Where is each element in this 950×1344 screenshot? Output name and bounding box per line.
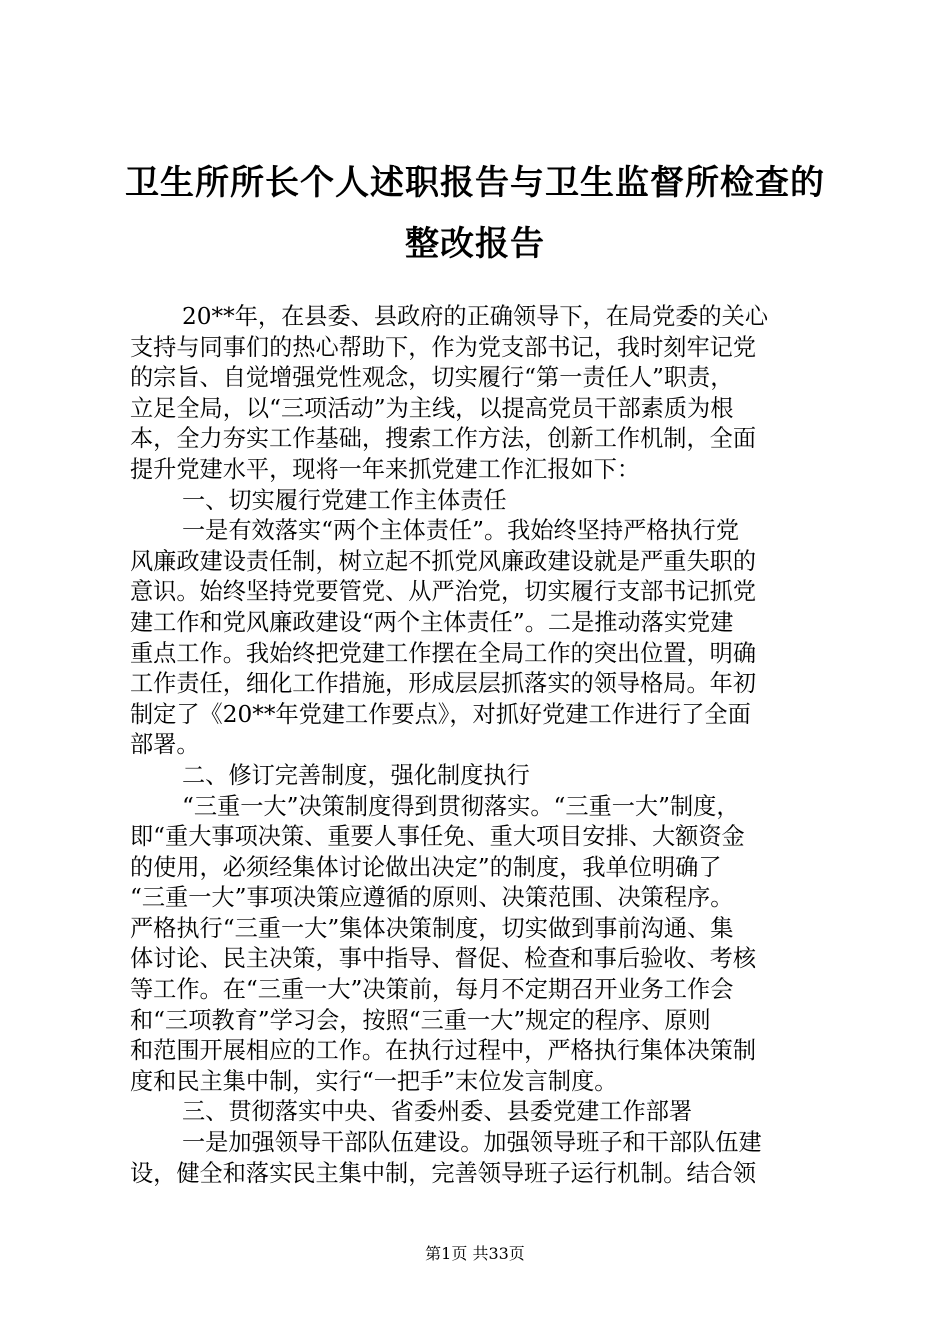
paragraph-line: 工作责任，细化工作措施，形成层层抓落实的领导格局。年初 xyxy=(130,670,757,698)
paragraph-line: 和“三项教育”学习会，按照“三重一大”规定的程序、原则 xyxy=(130,1006,711,1034)
paragraph-line: 的宗旨、自觉增强党性观念，切实履行“第一责任人”职责， xyxy=(130,364,734,392)
page-footer: 第1页 共33页 xyxy=(425,1244,525,1263)
section-heading: 一、切实履行党建工作主体责任 xyxy=(182,486,507,514)
paragraph-line: 风廉政建设责任制，树立起不抓党风廉政建设就是严重失职的 xyxy=(130,547,757,575)
paragraph-line: 的使用，必须经集体讨论做出决定”的制度，我单位明确了 xyxy=(130,853,722,881)
paragraph-line: 支持与同事们的热心帮助下，作为党支部书记，我时刻牢记党 xyxy=(130,333,757,361)
paragraph-line: 等工作。在“三重一大”决策前，每月不定期召开业务工作会 xyxy=(130,976,734,1004)
section-heading: 二、修订完善制度，强化制度执行 xyxy=(182,761,530,789)
paragraph-line: 体讨论、民主决策，事中指导、督促、检查和事后验收、考核 xyxy=(130,945,757,973)
document-body xyxy=(130,302,830,1189)
paragraph-line: 度和民主集中制，实行“一把手”末位发言制度。 xyxy=(130,1067,618,1095)
paragraph-line: 重点工作。我始终把党建工作摆在全局工作的突出位置，明确 xyxy=(130,639,757,667)
paragraph-line: 设，健全和落实民主集中制，完善领导班子运行机制。结合领 xyxy=(130,1159,757,1187)
paragraph-line: 部署。 xyxy=(130,731,200,759)
paragraph-line: 意识。始终坚持党要管党、从严治党，切实履行支部书记抓党 xyxy=(130,578,757,606)
paragraph-line: 即“重大事项决策、重要人事任免、重大项目安排、大额资金 xyxy=(130,823,745,851)
paragraph-line: “三重一大”事项决策应遵循的原则、决策范围、决策程序。 xyxy=(130,884,734,912)
document-title-line-2: 整改报告 xyxy=(405,224,545,264)
paragraph-line: 提升党建水平，现将一年来抓党建工作汇报如下： xyxy=(130,455,641,483)
paragraph-line: 立足全局，以“三项活动”为主线，以提高党员干部素质为根 xyxy=(130,394,734,422)
paragraph-line: 一是加强领导干部队伍建设。加强领导班子和干部队伍建 xyxy=(182,1129,762,1157)
paragraph-line: 建工作和党风廉政建设“两个主体责任”。二是推动落实党建 xyxy=(130,608,734,636)
paragraph-line: 一是有效落实“两个主体责任”。我始终坚持严格执行党 xyxy=(182,517,740,545)
document-title-line-1: 卫生所所长个人述职报告与卫生监督所检查的 xyxy=(125,163,825,203)
paragraph-line: 20**年，在县委、县政府的正确领导下，在局党委的关心 xyxy=(182,303,769,330)
section-heading: 三、贯彻落实中央、省委州委、县委党建工作部署 xyxy=(182,1098,693,1126)
paragraph-line: 本，全力夯实工作基础，搜索工作方法，创新工作机制，全面 xyxy=(130,425,757,453)
paragraph-line: 和范围开展相应的工作。在执行过程中，严格执行集体决策制 xyxy=(130,1037,757,1065)
paragraph-line: 制定了《20**年党建工作要点》，对抓好党建工作进行了全面 xyxy=(130,700,751,728)
paragraph-line: 严格执行“三重一大”集体决策制度，切实做到事前沟通、集 xyxy=(130,914,734,942)
paragraph-line: “三重一大”决策制度得到贯彻落实。“三重一大”制度， xyxy=(182,792,740,820)
